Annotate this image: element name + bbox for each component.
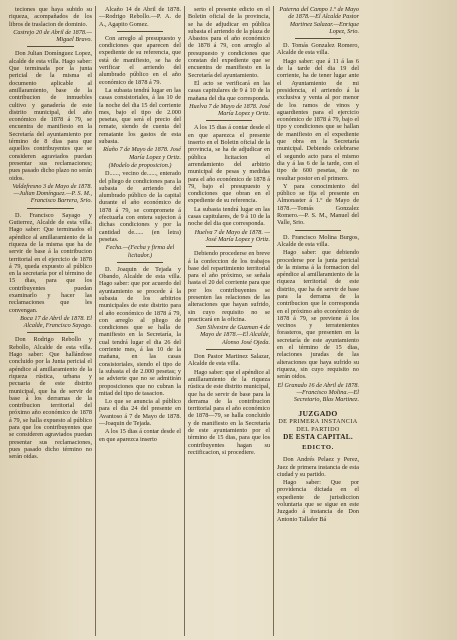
divider — [206, 120, 252, 121]
paragraph: Y para conocimiento del público se fija el presente en Almonaster á 1.º de Mayo de 1878.—Tomás Gonzalez Romero.—P. S. M., Manuel del Valle, Srio. — [277, 182, 359, 227]
divider — [27, 208, 74, 209]
paragraph: D. Francisco Molina Burgos, Alcalde de esta villa. — [277, 233, 359, 248]
paragraph: D. Joaquin de Tejada y Obando, Alcalde de esta villa. Hago saber: que por acuerdo del ayuntamiento se procede á la subasta de los arbitrios municipales de este distrito para el año económico de 1878 á 79, con arreglo al pliego de condiciones que se halla de manifiesto en la Secretaría, la cual tendrá lugar el dia 26 del corriente mes, á las 10 de la mañana, en las casas consistoriales, siendo el tipo de la subasta el de 2.000 pesetas; y se advierte que no se admitirán proposiciones que no cubran la mitad del tipo de tasacion. — [99, 265, 181, 397]
paragraph: Don Andrés Pelaez y Perez, Juez de primera instancia de esta ciudad y su partido. — [277, 456, 359, 478]
paragraph: Don Rodrigo Rebollo y Rebollo, Alcalde de esta villa. Hago saber: Que hallándose concluido por la Junta pericial el apéndice al amillaramiento de la riqueza rústica, urbana y pecuaria de este distrito municipal, que ha de servir de base á los derramas de la contribucion territorial del próximo año económico de 1878 á 79, se halla expuesto al público para que los contribuyentes que se consideren agraviados puedan presentar sus reclamaciones, pues pasado dicho término no serán oidas. — [9, 336, 92, 461]
heading-title: JUZGADO — [298, 409, 338, 419]
paragraph: Hago saber: que á 11 á las 6 de la tarde del dia 19 del corriente, ha de tener lugar ante el Ayuntamiento de mi presidencia, el arriendo á la exclusiva y venta al por menor de los ramos de vinos y aguardientes para el ejercicio económico de 1878 á 79, bajo el tipo y condiciones que se hallan de manifiesto en el expediente que obra en la Secretaría municipal. Debiendo celebrarse el segundo acto para el mismo dia y á las 6 de la tarde, con el tipo de 600 pesetas, de no resultar postor en el primero. — [277, 57, 359, 182]
signature-line: Huelva 7 de Mayo de 1878. José María Lopez y Ortiz. — [189, 102, 270, 118]
signature-line: Boca 17 de Abril de 1878. El Alcalde, Francisco Sayago. — [20, 314, 92, 330]
signature-line: Ríaño 7 de Mayo de 1878. José María Lopez y Ortiz. — [103, 146, 181, 161]
paragraph: Don Julian Domínguez Lopez, alcalde de esta villa. Hago saber: Que terminada por la junta pericial de la misma el documento aplicable al amillaramiento, base de la contribucion de inmuebles cultivo y ganadería de este distrito municipal, del año económico de 1878 á 79, se encuentra de manifiesto en la Secretaría del ayuntamiento por término de 8 dias para que aquellos contribuyentes que se consideren agraviados puedan presentar sus reclamaciones; pues pasado dicho plazo no serán oidos. — [9, 50, 92, 182]
paragraph: Debiendo procederse en breve á la confeccion de los trabajos base del repartimiento territorial para el año próximo, se señala hasta el 20 del corriente para que por los contribuyentes se presenten las relaciones de las alteraciones que hayan sufrido, sin cuyo requisito no se practicará en la oficina. — [188, 250, 270, 323]
column-4 — [273, 6, 362, 636]
column-2 — [95, 6, 184, 636]
paragraph: La subasta tendrá lugar en las casas consistoriales, á las 10 de la noche del dia 15 del corriente mes, bajo el tipo de 2.000 pesetas, que será el precio del remate, siendo de cuenta del rematante los gastos de esta subasta. — [99, 86, 181, 146]
divider — [27, 46, 74, 47]
section-heading — [277, 409, 359, 452]
divider — [117, 262, 163, 263]
signature-line: Valdefresno 3 de Mayo de 1878.—Julian Domínguez.—P. S. M., Francisco Barrera, Srio. — [12, 182, 92, 205]
note-line: Fecha.—(Fecha y firma del licitador.) — [105, 244, 175, 259]
signature-line: Huelva 7 de Mayo de 1878. —José María Lopez y Ortiz. — [194, 228, 270, 243]
signature-line: El Granado 16 de Abril de 1878. —Francisco Molina.—El Secretario, Blas Martinez. — [277, 381, 359, 404]
paragraph: A los 15 dias á contar desde el en que aparezca el presente inserto en el Boletin oficial de la provincia, se ha de adjudicar en pública licitacion el arrendamiento del arbitrio municipal de pesas y medidas para el año económico de 1878 á 79, bajo el presupuesto y condiciones que obran en el expediente de su referencia. — [188, 124, 270, 205]
divider — [206, 349, 252, 350]
paragraph: D. Francisco Sayago y Gutierrez, Alcalde de esta villa. Hago saber: Que terminados el apéndice al amillaramiento de la riqueza de la misma que ha de servir de base á la contribucion territorial en el ejercicio de 1878 á 79, queda expuesto al público en la secretaría por el término de 15 dias, para que los contribuyentes puedan examinarlo y hacer las reclamaciones que les convengan. — [9, 211, 92, 314]
heading-place: DE ESTA CAPITAL. — [283, 433, 353, 442]
edict-title: EDICTO. — [302, 444, 334, 452]
column-3 — [184, 6, 273, 636]
paragraph: D. Tomás Gonzalez Romero, Alcalde de esta villa. — [277, 42, 359, 57]
divider — [295, 230, 341, 231]
heading-subtitle: DE PRIMERA INSTANCIA — [278, 418, 358, 426]
paragraph: Don Pastor Martinez Salazar, Alcalde de esta villa. — [188, 353, 270, 368]
heading-subtitle-2: DEL PARTIDO — [296, 425, 340, 433]
paragraph: La subasta tendrá lugar en las casas capitulares, de 9 á 10 de la noche del dia que corresponda. — [188, 205, 270, 228]
paragraph: Alcaño 14 de Abril de 1878.—Rodrigo Rebollo.—P. A. de A., Agapito Gomez. — [99, 6, 181, 28]
paragraph: Con arreglo al presupuesto y condiciones que aparecen del expediente de su referencia, que está de manifiesto, se ha de verificar el arriendo del alumbrado público en el año económico de 1878 á 79. — [99, 34, 181, 86]
paragraph: serto el presente edicto en el Boletin oficial de la provincia, se ha de adjudicar en pública subasta el arriendo de la plaza de Abastos para el año económico de 1878 á 79, con arreglo al presupuesto y condiciones que constan del expediente que se encuentra de manifiesto en la Secretaría del ayuntamiento. — [188, 6, 270, 79]
paragraph: Lo que se anuncia al público para el dia 24 del presente en Avantoso á 7 de Mayo de 1878.—Joaquin de Tejada. — [99, 398, 181, 428]
column-1 — [6, 6, 95, 636]
divider — [295, 38, 341, 39]
paragraph: Hago saber: Que por providencia dictada en el expediente de jurisdiccion voluntaria que se sigue en este Juzgado á instancia de Don Antonio Tallafer Bá — [277, 479, 359, 523]
paragraph: El acto se verificará en las casas capitulares de 9 á 10 de la mañana del dia que corresponda. — [188, 79, 270, 102]
signature-line: Castrejo 20 de Abril de 1878.—Miguel Bravo. — [13, 28, 92, 44]
paragraph: Hago saber: que debiendo procederse por la junta pericial de la misma á la formacion del apéndice al amillaramiento de la riqueza territorial de este distrito, que ha de servir de base para la derrama de la contribucion que le corresponda en el próximo año económico de 1878 á 79, se previene á los vecinos y terratenientes forasteros, que presenten en la secretaría de este ayuntamiento en el término de 15 dias, relaciones juradas de las alteraciones que haya sufrido su riqueza, sin cuyo requisito no serán oidos. — [277, 249, 359, 381]
paragraph: D......, vecino de......, enterado del pliego de condiciones para la subasta de arriendo del alumbrado público de la capital durante el año económico de 1878 á 79, se compromete á efectuarla con entera sujecion á dichas condiciones y por la cantidad de...... (en letra) pesetas. — [99, 170, 181, 243]
divider — [117, 31, 163, 32]
divider — [27, 332, 74, 333]
signature-line: Paterna del Campo 1.º de Mayo de 1878.—El Alcalde Pastor Martinez Salazar.—Enrique Lopez, Srio. — [279, 6, 359, 35]
divider — [206, 246, 252, 247]
note-line: (Modelo de proposicion.) — [108, 161, 172, 169]
signature-line: San Silvestre de Guzman 4 de Mayo de 1878.—El Alcalde, Alonso José Ojeda. — [196, 324, 270, 346]
paragraph: A los 15 dias á contar desde el en que aparezca inserto — [99, 428, 181, 443]
paragraph: Hago saber: que el apéndice al amillaramiento de la riqueza rústica de este distrito municipal, que ha de servir de base para la derrama de la contribucion territorial para el año económico de 1878—79, se halla concluido y de manifiesto en la Secretaría de este ayuntamiento por el término de 15 dias, para que los contribuyentes hagan su rectificacion, si procediere. — [188, 368, 270, 456]
paragraph: teciones que haya subido su riqueza, acompañados de los libros de traslacion de dominio. — [9, 6, 92, 28]
